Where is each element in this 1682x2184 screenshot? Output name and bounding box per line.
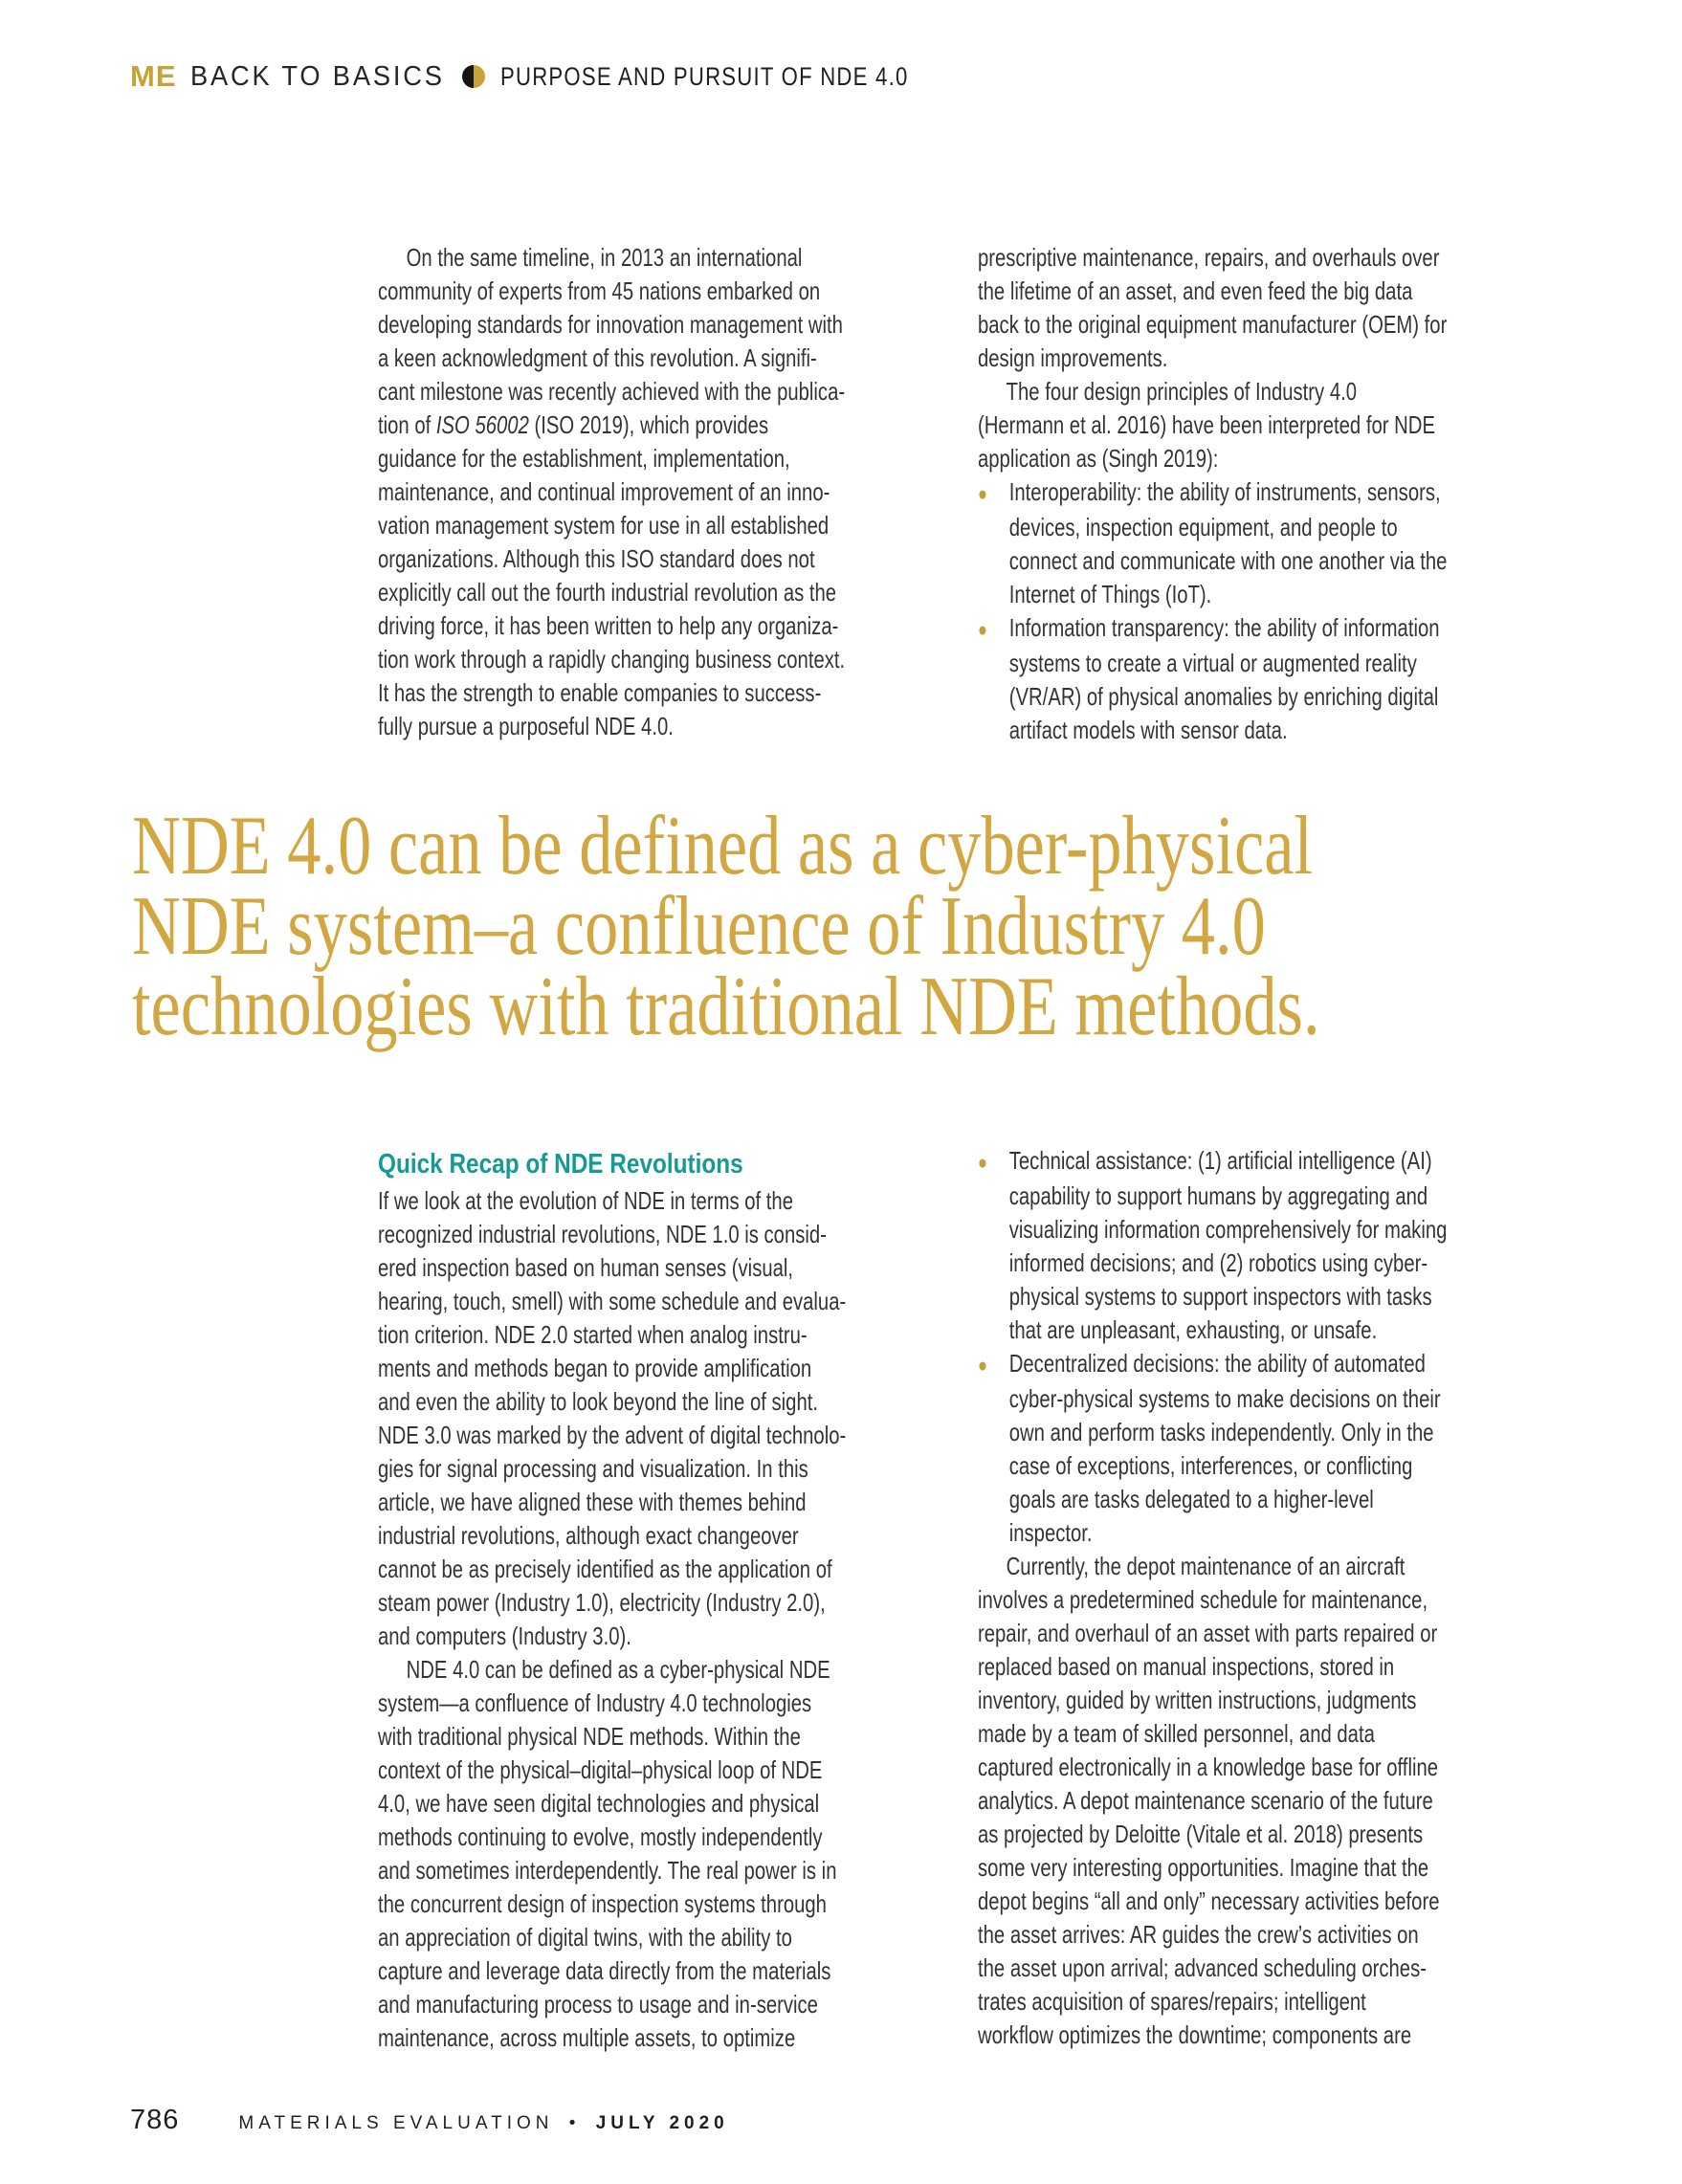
text-line bbox=[378, 1553, 832, 1586]
text-segment: ments and methods began to provide amplification bbox=[378, 1354, 812, 1382]
text-segment: driving force, it has been written to help any organiza- bbox=[378, 611, 839, 640]
bullet-item bbox=[978, 611, 1571, 747]
text-line bbox=[978, 1144, 1441, 1180]
text-line bbox=[378, 1586, 826, 1620]
text-line bbox=[978, 578, 1441, 611]
text-line bbox=[978, 1985, 1441, 2019]
text-line bbox=[978, 1851, 1441, 1885]
text-line bbox=[378, 509, 830, 542]
text-segment: application as (Singh 2019): bbox=[978, 444, 1219, 473]
text-segment: Currently, the depot maintenance of an aircraft bbox=[1006, 1552, 1405, 1580]
text-segment: ered inspection based on human senses (visual, bbox=[378, 1253, 794, 1282]
journal-issue: JULY 2020 bbox=[595, 2113, 729, 2133]
text-segment: NDE 4.0 can be defined as a cyber-physical NDE bbox=[406, 1655, 830, 1684]
text-segment: as projected by Deloitte (Vitale et al. 2018) presents bbox=[978, 1820, 1424, 1848]
text-line bbox=[378, 1352, 826, 1385]
text-segment: captured electronically in a knowledge base for offline bbox=[978, 1753, 1439, 1781]
bottom-left-column bbox=[378, 1144, 952, 2055]
text-segment: (Hermann et al. 2016) have been interpreted for NDE bbox=[978, 410, 1435, 439]
text-segment: physical systems to support inspectors with tasks bbox=[1008, 1282, 1432, 1311]
pull-quote bbox=[132, 800, 1617, 1053]
text-segment: maintenance, across multiple assets, to optimize bbox=[378, 2023, 796, 2052]
paragraph bbox=[978, 241, 1571, 375]
text-segment: analytics. A depot maintenance scenario of the future bbox=[978, 1786, 1433, 1815]
text-line bbox=[378, 475, 830, 509]
paragraph bbox=[378, 241, 952, 743]
section-heading: Quick Recap of NDE Revolutions bbox=[378, 1149, 743, 1180]
page-header bbox=[130, 59, 998, 94]
text-line bbox=[378, 710, 826, 743]
text-segment: (ISO 2019), which provides bbox=[528, 410, 769, 439]
bullet-icon: ● bbox=[978, 1152, 987, 1174]
bullet-item bbox=[978, 475, 1571, 611]
journal-line bbox=[238, 2113, 728, 2134]
text-segment: tion work through a rapidly changing business context. bbox=[378, 645, 846, 673]
text-line bbox=[378, 1720, 826, 1754]
pull-quote-line: NDE system–a confluence of Industry 4.0 bbox=[132, 880, 1266, 973]
text-segment: visualizing information comprehensively for making bbox=[1008, 1215, 1448, 1244]
text-line bbox=[978, 241, 1441, 275]
text-line bbox=[978, 714, 1441, 747]
text-segment: that are unpleasant, exhausting, or unsafe. bbox=[1008, 1315, 1378, 1344]
text-line bbox=[378, 1954, 831, 1988]
text-line bbox=[978, 1818, 1441, 1851]
text-line bbox=[978, 1617, 1441, 1650]
text-segment: hearing, touch, smell) with some schedule and evalua- bbox=[378, 1287, 847, 1315]
text-line bbox=[378, 241, 826, 275]
text-segment: with traditional physical NDE methods. Within the bbox=[378, 1722, 801, 1751]
text-line bbox=[978, 1550, 1441, 1583]
text-line bbox=[978, 1180, 1441, 1213]
text-segment: Technical assistance: (1) artificial intelligence (AI) bbox=[1008, 1146, 1432, 1175]
text-segment: workflow optimizes the downtime; components are bbox=[978, 2020, 1412, 2049]
text-line bbox=[378, 1419, 847, 1452]
text-segment: Information transparency: the ability of information bbox=[1008, 613, 1440, 642]
text-segment: context of the physical–digital–physical loop of NDE bbox=[378, 1755, 823, 1784]
text-segment: recognized industrial revolutions, NDE 1.0 is consid- bbox=[378, 1220, 827, 1248]
text-segment: back to the original equipment manufacturer (OEM) for bbox=[978, 310, 1448, 339]
text-line bbox=[978, 1280, 1441, 1313]
paragraph bbox=[378, 1653, 952, 2055]
text-segment: design improvements. bbox=[978, 343, 1168, 372]
text-line bbox=[978, 1483, 1441, 1516]
text-line bbox=[978, 1347, 1441, 1382]
text-segment: systems to create a virtual or augmented reality bbox=[1008, 649, 1417, 677]
text-line bbox=[378, 1285, 847, 1318]
half-circle-icon bbox=[462, 65, 485, 88]
text-segment: and manufacturing process to usage and in-service bbox=[378, 1990, 818, 2019]
text-segment: NDE 3.0 was marked by the advent of digital technolo- bbox=[378, 1421, 847, 1449]
bullet-icon: ● bbox=[978, 483, 987, 505]
text-segment: involves a predetermined schedule for maintenance, bbox=[978, 1585, 1428, 1614]
text-segment: case of exceptions, interferences, or conflicting bbox=[1008, 1451, 1413, 1480]
text-segment: repair, and overhaul of an asset with parts repaired or bbox=[978, 1619, 1438, 1647]
text-line bbox=[978, 1650, 1441, 1684]
text-segment: system—a confluence of Industry 4.0 technologies bbox=[378, 1688, 812, 1717]
text-line bbox=[378, 1486, 826, 1519]
text-segment: gies for signal processing and visualization. In this bbox=[378, 1454, 808, 1483]
text-segment: cant milestone was recently achieved with the publica- bbox=[378, 377, 846, 406]
text-line bbox=[378, 1787, 826, 1820]
text-segment: artifact models with sensor data. bbox=[1008, 716, 1288, 744]
text-line bbox=[978, 442, 1441, 475]
text-line bbox=[978, 1416, 1441, 1449]
text-segment: The four design principles of Industry 4.0 bbox=[1006, 377, 1358, 406]
text-segment: developing standards for innovation management with bbox=[378, 310, 843, 339]
text-segment: the asset arrives: AR guides the crew’s activities on bbox=[978, 1920, 1419, 1949]
text-segment: goals are tasks delegated to a higher-level bbox=[1008, 1485, 1374, 1513]
text-line bbox=[978, 275, 1441, 308]
bullet-icon: ● bbox=[978, 1355, 987, 1377]
text-segment: Internet of Things (IoT). bbox=[1008, 580, 1212, 608]
text-line bbox=[378, 1754, 826, 1787]
text-line bbox=[378, 1452, 826, 1486]
text-segment: devices, inspection equipment, and people to bbox=[1008, 513, 1398, 541]
text-line bbox=[378, 275, 826, 308]
text-line bbox=[378, 2021, 826, 2055]
text-segment: (VR/AR) of physical anomalies by enriching digital bbox=[1008, 682, 1439, 711]
text-line bbox=[978, 1717, 1441, 1751]
text-line bbox=[978, 1751, 1441, 1784]
text-segment: cyber-physical systems to make decisions on their bbox=[1008, 1384, 1441, 1413]
text-segment: methods continuing to evolve, mostly independently bbox=[378, 1822, 823, 1851]
text-line bbox=[978, 1784, 1441, 1818]
text-line bbox=[378, 1653, 830, 1687]
text-line bbox=[978, 308, 1448, 342]
pull-quote-line: NDE 4.0 can be defined as a cyber-physical bbox=[132, 800, 1313, 893]
text-segment: a keen acknowledgment of this revolution. A signifi- bbox=[378, 343, 817, 372]
paragraph bbox=[978, 375, 1571, 475]
text-line bbox=[978, 2019, 1441, 2052]
text-line bbox=[378, 609, 839, 643]
text-segment: community of experts from 45 nations embarked on bbox=[378, 276, 821, 305]
text-line bbox=[378, 375, 846, 408]
text-segment: It has the strength to enable companies to success- bbox=[378, 678, 822, 707]
text-line bbox=[378, 1687, 826, 1720]
bottom-right-column bbox=[978, 1144, 1571, 2052]
text-segment: some very interesting opportunities. Imagine that the bbox=[978, 1853, 1429, 1882]
text-segment: the concurrent design of inspection systems through bbox=[378, 1889, 827, 1918]
text-segment: depot begins “all and only” necessary activities before bbox=[978, 1886, 1440, 1915]
text-line bbox=[978, 1449, 1441, 1483]
page-footer bbox=[130, 2105, 729, 2136]
text-line bbox=[378, 676, 826, 710]
top-left-column bbox=[378, 241, 952, 743]
text-line bbox=[378, 576, 837, 609]
text-segment: organizations. Although this ISO standard does not bbox=[378, 544, 815, 573]
paragraph bbox=[378, 1184, 952, 1653]
text-segment: the lifetime of an asset, and even feed the big data bbox=[978, 276, 1413, 305]
text-line bbox=[978, 544, 1448, 578]
text-line bbox=[978, 1583, 1441, 1617]
text-line bbox=[978, 1885, 1441, 1918]
text-segment: and computers (Industry 3.0). bbox=[378, 1621, 631, 1650]
text-segment: On the same timeline, in 2013 an international bbox=[406, 243, 803, 272]
text-segment: informed decisions; and (2) robotics using cyber- bbox=[1008, 1248, 1428, 1277]
text-line bbox=[978, 511, 1441, 544]
text-line bbox=[978, 1516, 1441, 1550]
section-body bbox=[378, 1184, 952, 2055]
text-segment: replaced based on manual inspections, stored in bbox=[978, 1652, 1395, 1681]
text-segment: tion criterion. NDE 2.0 started when analog instru- bbox=[378, 1320, 808, 1349]
text-segment: trates acquisition of spares/repairs; intelligent bbox=[978, 1987, 1366, 2016]
top-right-column bbox=[978, 241, 1571, 747]
text-segment: guidance for the establishment, implementation, bbox=[378, 444, 790, 473]
text-line bbox=[978, 1213, 1448, 1246]
text-segment: connect and communicate with one another via the bbox=[1008, 546, 1448, 575]
text-line bbox=[978, 1382, 1441, 1416]
text-segment: and even the ability to look beyond the line of sight. bbox=[378, 1387, 819, 1416]
text-line bbox=[378, 1854, 837, 1887]
text-segment: own and perform tasks independently. Only in the bbox=[1008, 1418, 1434, 1446]
text-segment: maintenance, and continual improvement of an inno- bbox=[378, 477, 830, 506]
text-segment: If we look at the evolution of NDE in terms of the bbox=[378, 1186, 793, 1215]
journal-name: MATERIALS EVALUATION bbox=[238, 2113, 554, 2133]
text-segment: tion of bbox=[378, 410, 436, 439]
text-segment: Interoperability: the ability of instruments, sensors, bbox=[1008, 477, 1441, 506]
text-line bbox=[378, 1820, 826, 1854]
text-line bbox=[378, 442, 826, 475]
text-segment: article, we have aligned these with themes behind bbox=[378, 1488, 807, 1516]
page-number: 786 bbox=[130, 2105, 180, 2135]
text-line bbox=[378, 643, 846, 676]
text-line bbox=[978, 647, 1441, 680]
text-line bbox=[378, 1318, 826, 1352]
text-line bbox=[378, 1921, 826, 1954]
text-segment: the asset upon arrival; advanced scheduling orches- bbox=[978, 1953, 1427, 1982]
italic-text: ISO 56002 bbox=[435, 410, 529, 439]
text-line bbox=[378, 1385, 826, 1419]
text-segment: industrial revolutions, although exact changeover bbox=[378, 1521, 799, 1550]
me-logo: ME bbox=[130, 59, 177, 93]
text-segment: steam power (Industry 1.0), electricity (Industry 2.0), bbox=[378, 1588, 826, 1617]
bullet-icon: ● bbox=[978, 619, 987, 641]
bullet-item bbox=[978, 1144, 1571, 1347]
text-segment: and sometimes interdependently. The real power is in bbox=[378, 1856, 837, 1885]
text-line bbox=[978, 1684, 1441, 1717]
text-segment: capability to support humans by aggregating and bbox=[1008, 1181, 1428, 1210]
text-line bbox=[378, 1218, 826, 1251]
text-segment: vation management system for use in all established bbox=[378, 511, 830, 540]
text-line bbox=[978, 680, 1441, 714]
text-line bbox=[378, 1887, 826, 1921]
article-title: PURPOSE AND PURSUIT OF NDE 4.0 bbox=[500, 61, 909, 91]
text-line bbox=[978, 375, 1441, 408]
text-segment: inventory, guided by written instructions, judgments bbox=[978, 1686, 1417, 1714]
text-line bbox=[378, 1988, 826, 2021]
text-line bbox=[978, 475, 1441, 511]
text-segment: 4.0, we have seen digital technologies and physical bbox=[378, 1789, 820, 1818]
footer-separator-icon: • bbox=[568, 2113, 581, 2133]
text-line bbox=[978, 408, 1441, 442]
text-line bbox=[978, 1313, 1441, 1347]
text-line bbox=[978, 342, 1441, 375]
text-line bbox=[378, 308, 843, 342]
pull-quote-line: technologies with traditional NDE methods. bbox=[132, 960, 1320, 1053]
text-line bbox=[378, 542, 826, 576]
text-line bbox=[378, 1251, 826, 1285]
text-segment: capture and leverage data directly from the materials bbox=[378, 1956, 831, 1985]
text-line bbox=[378, 408, 826, 442]
text-segment: inspector. bbox=[1008, 1518, 1093, 1547]
text-segment: fully pursue a purposeful NDE 4.0. bbox=[378, 712, 674, 740]
text-line bbox=[378, 1620, 826, 1653]
text-segment: explicitly call out the fourth industrial revolution as the bbox=[378, 578, 837, 607]
text-segment: an appreciation of digital twins, with the ability to bbox=[378, 1923, 792, 1952]
paragraph bbox=[978, 1550, 1571, 2052]
text-segment: prescriptive maintenance, repairs, and overhauls over bbox=[978, 243, 1440, 272]
text-line bbox=[378, 1184, 826, 1218]
text-segment: cannot be as precisely identified as the application of bbox=[378, 1555, 832, 1583]
text-segment: Decentralized decisions: the ability of automated bbox=[1008, 1349, 1426, 1378]
text-line bbox=[978, 611, 1441, 647]
text-line bbox=[378, 1519, 826, 1553]
text-segment: made by a team of skilled personnel, and data bbox=[978, 1719, 1375, 1748]
section-kicker: BACK TO BASICS bbox=[189, 60, 445, 92]
bullet-item bbox=[978, 1347, 1571, 1550]
text-line bbox=[978, 1246, 1441, 1280]
text-line bbox=[978, 1918, 1441, 1952]
text-line bbox=[978, 1952, 1441, 1985]
text-line bbox=[378, 342, 826, 375]
